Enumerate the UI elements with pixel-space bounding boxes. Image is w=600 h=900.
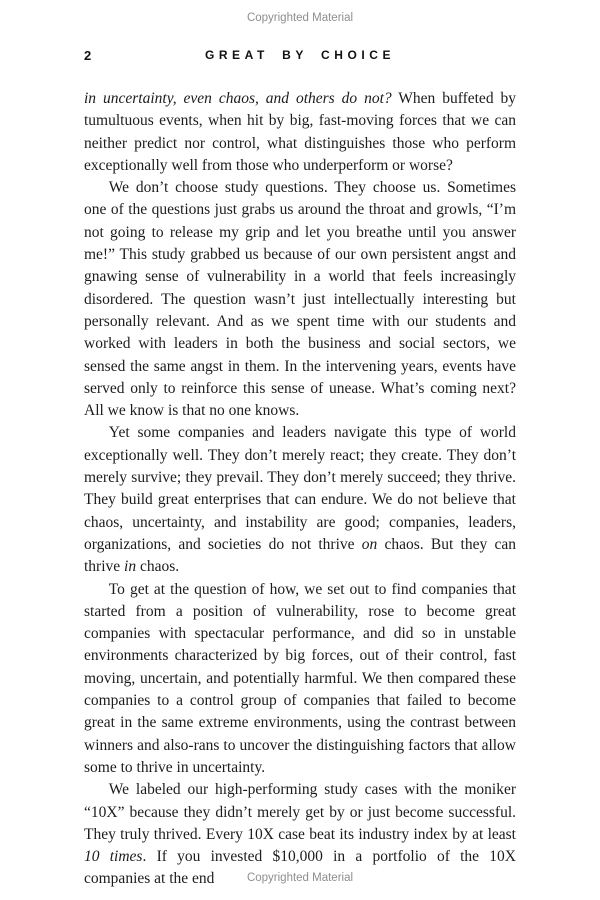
running-head: GREAT BY CHOICE [204,48,396,62]
paragraph: Yet some companies and leaders navigate this type of world exceptionally well. They don’t merely react; they create. They don’t merely survive; they prevail. They don’t merely succeed; they thrive. They build great enterprises that can endure. We do not believe that chaos, uncertainty, and instability are good; companies, leaders, organizations, and societies do not thrive on chaos. But they can thrive in chaos. [84,424,516,576]
page-number: 2 [84,48,92,63]
paragraph: We don’t choose study questions. They choose us. Sometimes one of the questions just grabs us around the throat and growls, “I’m not going to release my grip and let you breathe until you answer me!” This study grabbed us because of our own persistent angst and gnawing sense of vulnerability in a world that feels increasingly disordered. The question wasn’t just intellectually interesting but personally relevant. And as we spent time with our students and worked with leaders in both the business and social sectors, we sensed the same angst in them. In the intervening years, events have served only to reinforce this sense of unease. What’s coming next? All we know is that no one knows. [84,179,516,420]
paragraph: We labeled our high-performing study cases with the moniker “10X” because they didn’t merely get by or just become successful. They truly thrived. Every 10X case beat its industry index by at least 10 times. If you invested $10,000 in a portfolio of the 10X companies at the end [84,781,516,888]
copyright-notice-bottom: Copyrighted Material [246,872,354,884]
page-header [0,48,600,64]
paragraph: in uncertainty, even chaos, and others do not? When buffeted by tumultuous events, when hit by big, fast-moving forces that we can neither predict nor control, what distinguishes those who perform exceptionally well from those who underperform or worse? [84,90,516,174]
copyright-notice-top: Copyrighted Material [246,12,354,24]
paragraph: To get at the question of how, we set out to find companies that started from a position of vulnerability, rose to become great companies with spectacular performance, and did so in unstable environments characterized by big forces, out of their control, fast moving, uncertain, and potentially harmful. We then compared these companies to a control group of companies that failed to become great in the same extreme environments, using the contrast between winners and also-rans to uncover the distinguishing factors that allow some to thrive in uncertainty. [84,580,516,776]
body-text [84,88,516,891]
